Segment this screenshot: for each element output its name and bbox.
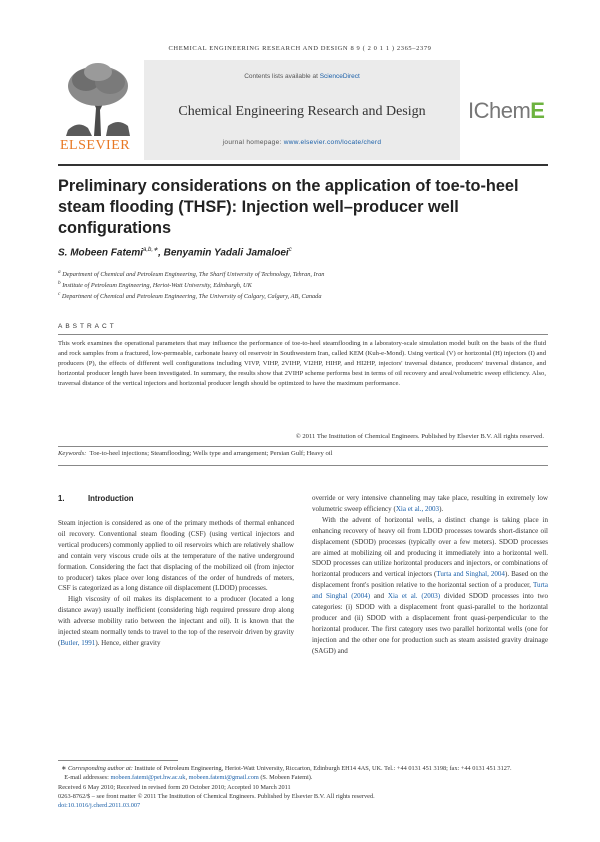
- journal-homepage-line: [144, 139, 460, 146]
- email-link[interactable]: mobeen.fatemi@gmail.com: [188, 774, 259, 782]
- corresponding-author-note: [58, 764, 548, 773]
- running-head: CHEMICAL ENGINEERING RESEARCH AND DESIGN 8 9 ( 2 0 1 1 ) 2365–2379: [168, 45, 432, 52]
- email-note: [58, 773, 548, 782]
- journal-title[interactable]: Chemical Engineering Research and Design: [178, 104, 426, 119]
- author-separator: ,: [158, 247, 164, 259]
- issn-line: 0263-8762/$ – see front matter © 2011 The Institution of Chemical Engineers. Published by Elsevier B.V. All rights reserved.: [58, 792, 375, 800]
- left-column: [58, 518, 294, 649]
- ichem-logo-text: IChem: [468, 98, 531, 123]
- affiliation-mark: b: [58, 280, 61, 286]
- paragraph: [58, 594, 294, 649]
- header-divider: [58, 164, 548, 166]
- footnote-divider: [58, 760, 178, 761]
- footnote-mark: ∗: [61, 765, 67, 772]
- author-name[interactable]: S. Mobeen Fatemi: [58, 247, 144, 259]
- affiliation: [58, 291, 321, 300]
- publisher-name[interactable]: ELSEVIER: [60, 138, 131, 153]
- journal-info-box: [144, 60, 460, 160]
- citation-link[interactable]: Butler, 1991: [60, 638, 96, 647]
- keywords-line: [58, 450, 332, 457]
- author-affiliation-marks[interactable]: a,b,∗: [143, 247, 159, 253]
- citation-link[interactable]: Xia et al., 2003: [395, 504, 440, 513]
- citation-link[interactable]: Turta and Singhal, 2004: [436, 570, 505, 579]
- footnote-label: Corresponding author at:: [68, 765, 133, 772]
- homepage-prefix: journal homepage:: [222, 139, 284, 146]
- author-name[interactable]: Benyamin Yadali Jamaloei: [163, 247, 289, 259]
- footnotes: [58, 764, 548, 810]
- keywords-list: Toe-to-heel injections; Steamflooding; Wells type and arrangement; Persian Gulf; Heavy oil: [89, 450, 333, 457]
- contents-prefix: Contents lists available at: [244, 73, 320, 80]
- citation-link[interactable]: Xia et al. (2003): [387, 592, 441, 601]
- section-number: 1.: [58, 494, 65, 503]
- abstract-copyright: © 2011 The Institution of Chemical Engineers. Published by Elsevier B.V. All rights reserved.: [295, 433, 544, 440]
- paragraph-text: ).: [439, 504, 444, 513]
- affiliation-text: Department of Chemical and Petroleum Engineering, The Sharif University of Technology, Tehran, Iran: [62, 271, 325, 279]
- email-separator: ,: [185, 774, 189, 782]
- contents-available-line: [144, 73, 460, 80]
- email-link[interactable]: mobeen.fatemi@pet.hw.ac.uk: [110, 774, 186, 782]
- abstract-body: This work examines the operational parameters that may influence the performance of toe-to-heel steamflooding in a laboratory-scale simulation model built on the basis of the fluid and rock samples from a fractured, low-permeable, carbonate heavy oil reservoir in Southwestern Iran, called KEM (Kuh-e-Mond). Using vertical (V) or horizontal (H) injectors (I) and producers (P), the effects of different well configurations including VIVP, VIHP, 2VIHP, VI2HP, HIHP, and HI2HP, injectors' traversal distance, producers' traversal distance, and horizontal producer length have been investigated. In summary, the results show that 2VIHP scheme performs best in terms of oil recovery and areal/volumetric sweep efficiency. Also, traversal distance of the vertical injectors and horizontal producer length should be optimized to have the maximum performance.: [58, 340, 546, 388]
- received-dates: Received 6 May 2010; Received in revised form 20 October 2010; Accepted 10 March 2011: [58, 783, 291, 791]
- author-list: [58, 246, 292, 258]
- affiliation-text: Institute of Petroleum Engineering, Heriot-Watt University, Edinburgh, UK: [62, 282, 252, 290]
- paragraph-text: ). Based on the displacement front's position relative to the horizontal section of a producer,: [312, 570, 548, 590]
- elsevier-tree-logo-icon: [58, 60, 136, 148]
- paragraph-text: ). Hence, either gravity: [95, 638, 161, 647]
- paragraph: [312, 493, 548, 515]
- email-label: E-mail addresses:: [64, 774, 111, 782]
- sciencedirect-link[interactable]: ScienceDirect: [319, 73, 360, 80]
- journal-banner: [58, 60, 548, 160]
- right-column: [312, 493, 548, 657]
- affiliation-mark: a: [58, 269, 61, 275]
- doi-link[interactable]: doi:10.1016/j.cherd.2011.03.007: [58, 802, 141, 810]
- article-title: Preliminary considerations on the application of toe-to-heel steam flooding (THSF): Injection well–producer well configurations: [58, 177, 519, 237]
- citation-link[interactable]: Turta and Singhal (2004): [312, 581, 548, 601]
- ichem-logo-icon: [468, 98, 544, 124]
- section-heading: [58, 494, 133, 503]
- paragraph-text: High viscosity of oil makes its displacement to a producer (located a long distance away) usually inefficient (considering high required pressure drop along with adverse mobility ratio between the injectant and oil). It is known that the injected steam normally tends to travel to the top of the reservoir driven by gravity (: [58, 595, 294, 647]
- email-suffix: (S. Mobeen Fatemi).: [258, 774, 313, 782]
- abstract-divider: [58, 334, 548, 335]
- paragraph-text: override or very intensive channeling may take place, resulting in extremely low volumetric sweep efficiency (: [312, 494, 548, 513]
- affiliation-mark: c: [58, 291, 61, 297]
- section-title: Introduction: [88, 494, 134, 503]
- abstract-heading: ABSTRACT: [58, 323, 117, 330]
- affiliation-text: Department of Chemical and Petroleum Engineering, The University of Calgary, Calgary, AB, Canada: [61, 293, 322, 301]
- footnote-text: Institute of Petroleum Engineering, Heriot-Watt University, Riccarton, Edinburgh EH14 4AS, UK. Tel.: +44 0131 451 3198; fax: +44 0131 451 3127.: [132, 765, 512, 772]
- author-affiliation-marks[interactable]: c: [288, 247, 292, 253]
- ichem-logo-accent: E: [530, 98, 545, 123]
- journal-homepage-link[interactable]: www.elsevier.com/locate/cherd: [283, 139, 382, 146]
- keywords-label: Keywords:: [58, 450, 87, 457]
- keywords-bottom-divider: [58, 465, 548, 466]
- paragraph: Steam injection is considered as one of the primary methods of thermal enhanced oil recovery. Conventional steam flooding (CSF) (using vertical injectors and vertical producers) commonly applied to oil reservoirs which are relatively shallow and contain very viscous crude oils at the temperature of the native underground formation. Considering the fact that displacing of the mobilized oil (from injector to producer) takes place over long distances of the order of hundreds of meters, CSF is categorized as a long distance oil displacement (LDOD) processes.: [58, 519, 294, 593]
- paragraph-text: and: [370, 592, 388, 601]
- paragraph-text: divided SDOD processes into two categories: (i) SDOD with a displacement front quasi-parallel to the horizontal producer and (ii) SDOD with a displacement front quasi-perpendicular to the horizontal producer. The first category uses two parallel horizontal wells (one for injection and the other one for production such as steam assisted gravity drainage (SAGD) and: [312, 592, 549, 655]
- paragraph: [312, 515, 548, 657]
- paragraph-text: With the advent of horizontal wells, a distinct change is taking place in enhancing recovery of heavy oil from LDOD processes towards short-distance oil displacement (SDOD) processes (typically over a few meters). SDOD processes are aimed at mobilizing oil and producing it immediately into a horizontal well. SDOD processes can utilize horizontal producers and injectors, or combinations of horizontal producers and vertical injectors (: [312, 515, 548, 579]
- affiliation: [58, 269, 324, 278]
- affiliation: [58, 280, 252, 289]
- keywords-divider: [58, 446, 548, 447]
